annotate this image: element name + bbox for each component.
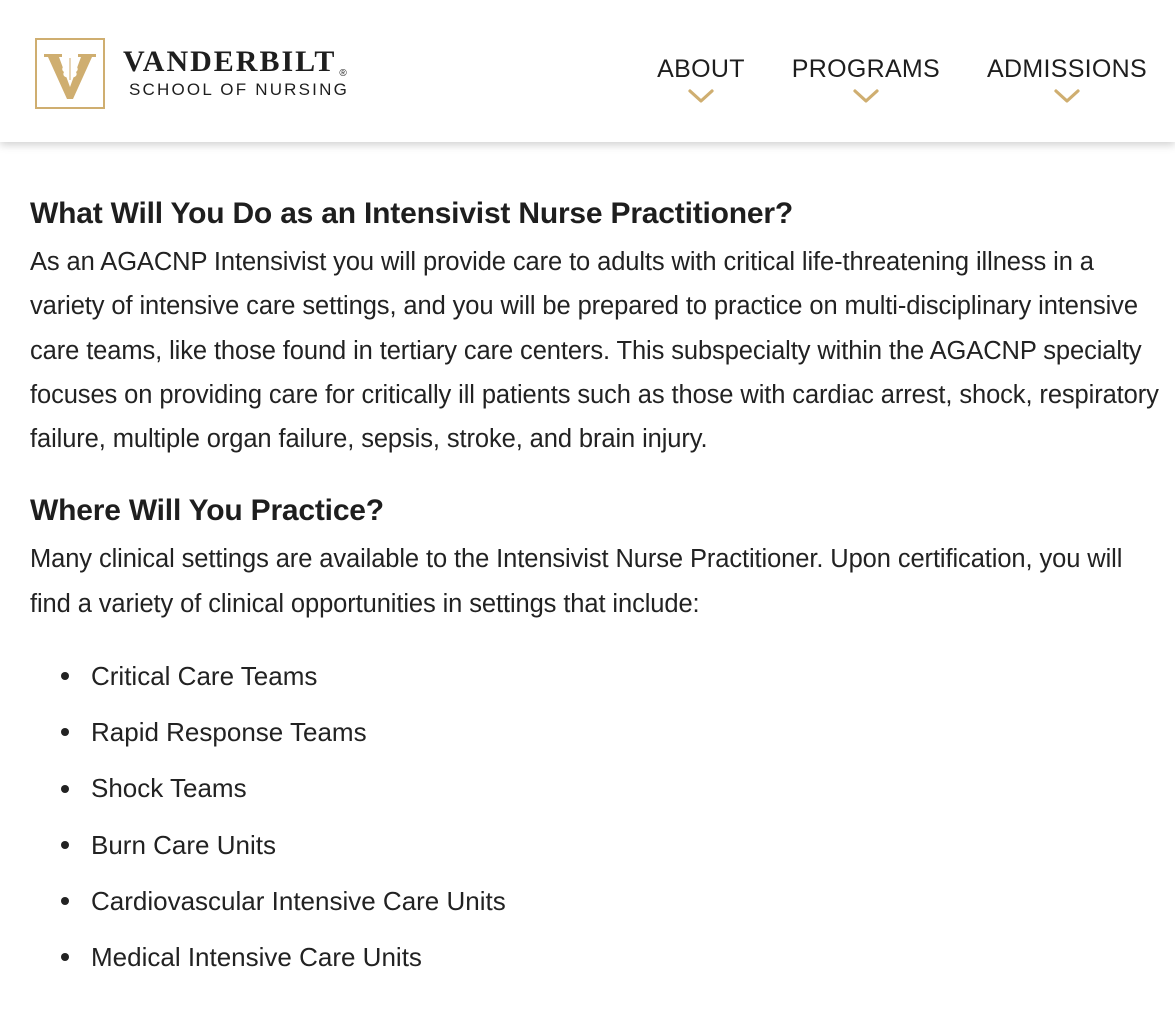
chevron-down-icon (853, 88, 879, 104)
section-heading-where-practice: Where Will You Practice? (30, 494, 384, 528)
logo-subtitle: SCHOOL OF NURSING (129, 80, 350, 99)
list-item-text: Burn Care Units (91, 829, 276, 860)
bullet-icon (61, 897, 69, 905)
logo-title (123, 47, 349, 77)
list-item-text: Cardiovascular Intensive Care Units (91, 885, 506, 916)
list-item (61, 704, 1160, 760)
list-item (61, 760, 1160, 816)
chevron-down-icon (688, 88, 714, 104)
nav-programs-label: PROGRAMS (791, 55, 941, 83)
main-nav (610, 54, 1147, 104)
list-item (61, 873, 1160, 929)
registered-mark: ® (339, 68, 347, 79)
list-item-text: Medical Intensive Care Units (91, 942, 422, 973)
section-heading-what-you-do: What Will You Do as an Intensivist Nurse Practitioner? (30, 197, 793, 230)
nav-programs[interactable] (792, 54, 940, 104)
list-item (61, 648, 1160, 704)
logo-title-text: VANDERBILT (123, 45, 337, 78)
list-item-text: Critical Care Teams (91, 661, 318, 692)
nav-about-label: ABOUT (657, 55, 745, 83)
list-item-text: Shock Teams (91, 773, 247, 804)
bullet-icon (61, 953, 69, 961)
vanderbilt-oak-leaf-v-icon (35, 38, 105, 109)
home-logo-link[interactable] (35, 38, 349, 109)
bullet-icon (61, 841, 69, 849)
bullet-icon (61, 672, 69, 680)
list-item-text: Rapid Response Teams (91, 717, 367, 748)
list-item (61, 929, 1160, 985)
site-header (0, 0, 1175, 142)
bullet-icon (61, 728, 69, 736)
logo-wordmark (123, 47, 349, 100)
nav-admissions[interactable] (987, 54, 1147, 104)
list-item (61, 817, 1160, 873)
section-body-what-you-do: As an AGACNP Intensivist you will provide care to adults with critical life-threatening illness in a variety of intensive care settings, and you will be prepared to practice on multi-disciplinary intensive care teams, like those found in tertiary care centers. This subspecialty within the AGACNP specialty focuses on providing care for critically ill patients such as those with cardiac arrest, shock, respiratory failure, multiple organ failure, sepsis, stroke, and brain injury. (30, 248, 1159, 454)
section-body-where-practice: Many clinical settings are available to the Intensivist Nurse Practitioner. Upon certification, you will find a variety of clinical opportunities in settings that include: (30, 545, 1123, 618)
bullet-icon (61, 785, 69, 793)
clinical-settings-list (61, 648, 1160, 985)
nav-admissions-label: ADMISSIONS (987, 55, 1147, 83)
nav-about[interactable] (657, 54, 745, 104)
main-content (30, 196, 1160, 985)
chevron-down-icon (1054, 88, 1080, 104)
